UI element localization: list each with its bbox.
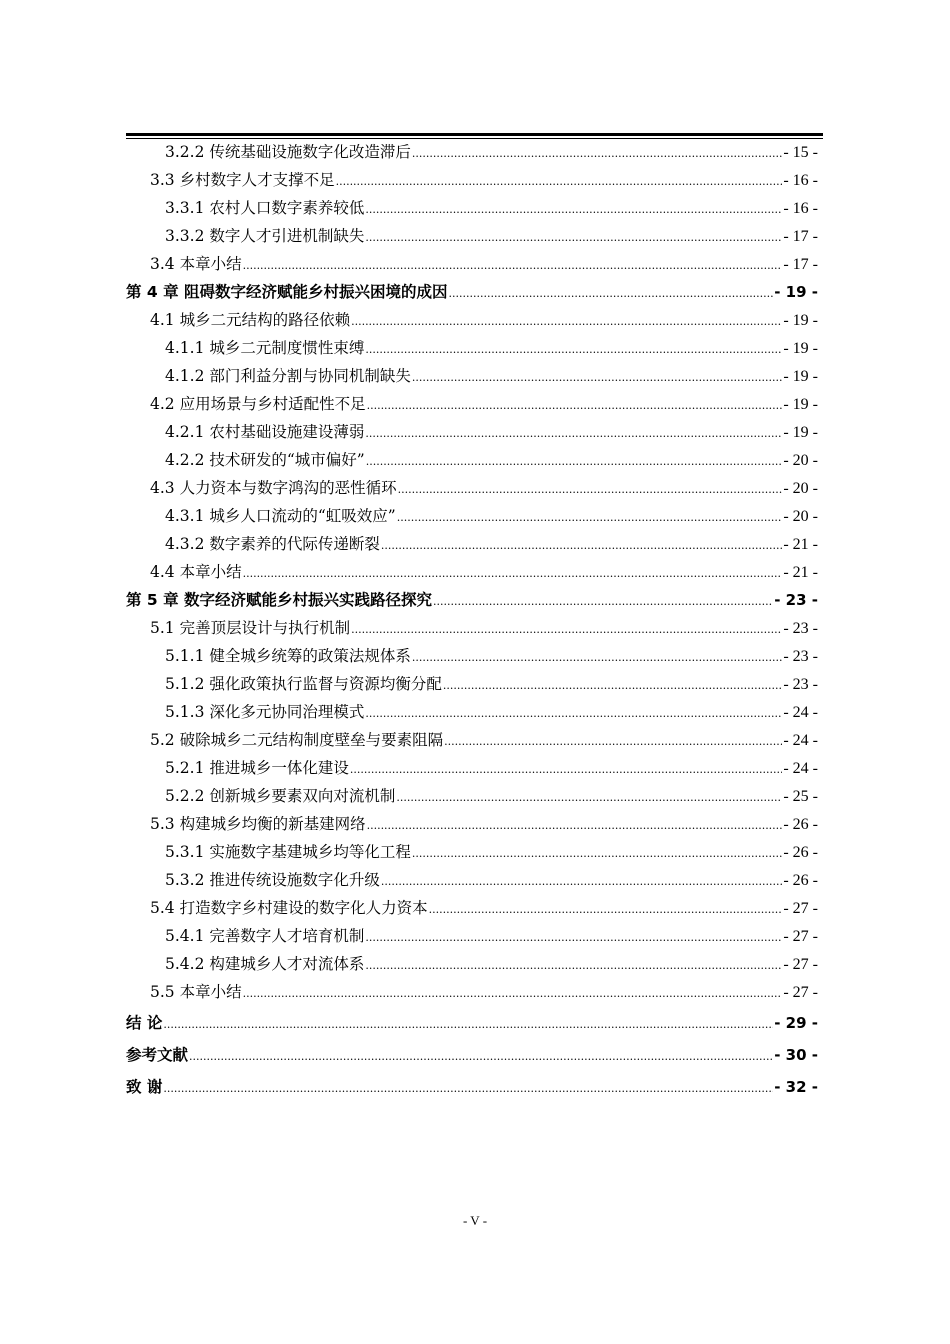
toc-entry-title: 4.4 本章小结 xyxy=(150,563,242,581)
toc-dot-leader xyxy=(443,676,782,696)
toc-entry[interactable] xyxy=(150,730,818,752)
toc-entry-title: 3.3 乡村数字人才支撑不足 xyxy=(150,171,335,189)
toc-dot-leader xyxy=(412,368,782,388)
toc-dot-leader xyxy=(243,564,783,584)
toc-dot-leader xyxy=(351,312,782,332)
toc-entry[interactable] xyxy=(150,478,818,500)
header-rule-thick xyxy=(126,133,823,136)
toc-entry[interactable] xyxy=(165,758,818,780)
toc-entry-title: 4.1 城乡二元结构的路径依赖 xyxy=(150,311,351,329)
toc-dot-leader xyxy=(243,256,783,276)
toc-entry-page-number: - 26 - xyxy=(783,816,818,833)
toc-dot-leader xyxy=(163,1015,773,1035)
toc-entry-title: 3.4 本章小结 xyxy=(150,255,242,273)
toc-entry[interactable] xyxy=(126,590,818,612)
toc-entry[interactable] xyxy=(165,198,818,220)
toc-entry[interactable] xyxy=(165,646,818,668)
toc-entry[interactable] xyxy=(165,366,818,388)
toc-entry-page-number: - 26 - xyxy=(783,872,818,889)
toc-dot-leader xyxy=(350,760,782,780)
toc-entry-title: 5.5 本章小结 xyxy=(150,983,242,1001)
toc-entry-title: 3.2.2 传统基础设施数字化改造滞后 xyxy=(165,143,411,161)
toc-entry-title: 第 5 章 数字经济赋能乡村振兴实践路径探究 xyxy=(126,591,432,609)
toc-entry[interactable] xyxy=(150,254,818,276)
toc-entry[interactable] xyxy=(126,282,818,304)
toc-entry-page-number: - 27 - xyxy=(783,956,818,973)
toc-entry[interactable] xyxy=(165,842,818,864)
toc-entry-page-number: - 26 - xyxy=(783,844,818,861)
toc-dot-leader xyxy=(397,508,783,528)
toc-entry-title: 5.3.1 实施数字基建城乡均等化工程 xyxy=(165,843,411,861)
toc-entry[interactable] xyxy=(165,338,818,360)
toc-dot-leader xyxy=(444,732,782,752)
toc-entry-page-number: - 19 - xyxy=(774,283,818,301)
toc-dot-leader xyxy=(189,1047,773,1067)
toc-entry-page-number: - 21 - xyxy=(783,564,818,581)
toc-entry[interactable] xyxy=(150,170,818,192)
toc-entry[interactable] xyxy=(126,1045,818,1067)
toc-entry-title: 致 谢 xyxy=(126,1078,163,1096)
header-double-rule xyxy=(126,133,823,140)
toc-dot-leader xyxy=(367,396,783,416)
toc-entry-title: 5.1.2 强化政策执行监督与资源均衡分配 xyxy=(165,675,442,693)
toc-entry-page-number: - 23 - xyxy=(783,620,818,637)
toc-entry[interactable] xyxy=(126,1077,818,1099)
toc-entry[interactable] xyxy=(165,450,818,472)
toc-dot-leader xyxy=(163,1079,773,1099)
toc-entry-title: 4.1.1 城乡二元制度惯性束缚 xyxy=(165,339,365,357)
toc-dot-leader xyxy=(396,788,782,808)
toc-entry-title: 5.2.2 创新城乡要素双向对流机制 xyxy=(165,787,396,805)
toc-entry-page-number: - 15 - xyxy=(783,144,818,161)
toc-entry-page-number: - 19 - xyxy=(783,368,818,385)
toc-dot-leader xyxy=(243,984,783,1004)
toc-entry-page-number: - 25 - xyxy=(783,788,818,805)
toc-entry-title: 第 4 章 阻碍数字经济赋能乡村振兴困境的成因 xyxy=(126,283,448,301)
toc-entry-title: 5.2.1 推进城乡一体化建设 xyxy=(165,759,349,777)
toc-entry-page-number: - 27 - xyxy=(783,928,818,945)
toc-entry-title: 3.3.1 农村人口数字素养较低 xyxy=(165,199,365,217)
header-rule-thin xyxy=(126,138,823,139)
toc-dot-leader xyxy=(351,620,782,640)
toc-entry-page-number: - 32 - xyxy=(774,1078,818,1096)
toc-entry[interactable] xyxy=(165,226,818,248)
toc-dot-leader xyxy=(448,284,773,304)
toc-dot-leader xyxy=(429,900,783,920)
toc-entry-page-number: - 16 - xyxy=(783,200,818,217)
toc-entry-title: 3.3.2 数字人才引进机制缺失 xyxy=(165,227,365,245)
toc-entry[interactable] xyxy=(150,898,818,920)
toc-entry-page-number: - 20 - xyxy=(783,480,818,497)
toc-dot-leader xyxy=(365,704,782,724)
toc-entry-page-number: - 30 - xyxy=(774,1046,818,1064)
toc-entry-page-number: - 23 - xyxy=(783,648,818,665)
toc-entry[interactable] xyxy=(165,702,818,724)
toc-entry[interactable] xyxy=(165,142,818,164)
toc-entry[interactable] xyxy=(126,1013,818,1035)
toc-entry[interactable] xyxy=(165,534,818,556)
toc-dot-leader xyxy=(365,228,782,248)
toc-dot-leader xyxy=(366,452,783,472)
toc-entry[interactable] xyxy=(165,422,818,444)
toc-entry-title: 4.2.2 技术研发的“城市偏好” xyxy=(165,451,365,469)
toc-dot-leader xyxy=(365,956,782,976)
toc-dot-leader xyxy=(365,424,782,444)
toc-entry-page-number: - 24 - xyxy=(783,760,818,777)
toc-entry[interactable] xyxy=(165,870,818,892)
toc-dot-leader xyxy=(412,144,782,164)
toc-entry-page-number: - 17 - xyxy=(783,256,818,273)
toc-entry-page-number: - 20 - xyxy=(783,508,818,525)
toc-entry-page-number: - 16 - xyxy=(783,172,818,189)
toc-entry-page-number: - 19 - xyxy=(783,340,818,357)
toc-entry[interactable] xyxy=(150,814,818,836)
toc-entry-page-number: - 24 - xyxy=(783,704,818,721)
toc-entry-title: 4.3.2 数字素养的代际传递断裂 xyxy=(165,535,380,553)
toc-entry-title: 5.4.1 完善数字人才培育机制 xyxy=(165,927,365,945)
toc-entry[interactable] xyxy=(165,786,818,808)
toc-entry-title: 5.3.2 推进传统设施数字化升级 xyxy=(165,871,380,889)
toc-entry[interactable] xyxy=(165,674,818,696)
toc-dot-leader xyxy=(381,872,782,892)
toc-dot-leader xyxy=(336,172,783,192)
toc-dot-leader xyxy=(365,928,782,948)
toc-dot-leader xyxy=(412,844,782,864)
toc-entry-page-number: - 19 - xyxy=(783,312,818,329)
toc-entry-page-number: - 27 - xyxy=(783,984,818,1001)
toc-entry-title: 4.1.2 部门利益分割与协同机制缺失 xyxy=(165,367,411,385)
toc-entry-page-number: - 20 - xyxy=(783,452,818,469)
toc-entry-title: 5.3 构建城乡均衡的新基建网络 xyxy=(150,815,366,833)
toc-entry[interactable] xyxy=(165,954,818,976)
toc-entry[interactable] xyxy=(150,618,818,640)
toc-entry-page-number: - 21 - xyxy=(783,536,818,553)
toc-entry-title: 5.1 完善顶层设计与执行机制 xyxy=(150,619,351,637)
toc-entry-page-number: - 23 - xyxy=(774,591,818,609)
toc-entry[interactable] xyxy=(150,562,818,584)
toc-entry-title: 5.4 打造数字乡村建设的数字化人力资本 xyxy=(150,899,428,917)
toc-entry[interactable] xyxy=(165,926,818,948)
toc-entry-page-number: - 29 - xyxy=(774,1014,818,1032)
toc-entry-page-number: - 27 - xyxy=(783,900,818,917)
toc-entry-title: 5.1.3 深化多元协同治理模式 xyxy=(165,703,365,721)
toc-dot-leader xyxy=(365,200,782,220)
page-number-footer: - V - xyxy=(462,1213,488,1228)
toc-entry-title: 5.2 破除城乡二元结构制度壁垒与要素阻隔 xyxy=(150,731,444,749)
toc-dot-leader xyxy=(365,340,782,360)
toc-entry[interactable] xyxy=(150,982,818,1004)
toc-entry-page-number: - 24 - xyxy=(783,732,818,749)
toc-dot-leader xyxy=(412,648,782,668)
toc-entry-page-number: - 23 - xyxy=(783,676,818,693)
toc-entry-title: 4.3 人力资本与数字鸿沟的恶性循环 xyxy=(150,479,397,497)
toc-entry-page-number: - 19 - xyxy=(783,424,818,441)
toc-entry-title: 参考文献 xyxy=(126,1046,189,1064)
toc-dot-leader xyxy=(381,536,782,556)
toc-entry-title: 结 论 xyxy=(126,1014,163,1032)
toc-dot-leader xyxy=(433,592,773,612)
toc-entry-title: 4.2.1 农村基础设施建设薄弱 xyxy=(165,423,365,441)
toc-entry[interactable] xyxy=(150,310,818,332)
toc-entry-title: 5.1.1 健全城乡统筹的政策法规体系 xyxy=(165,647,411,665)
toc-entry-title: 4.2 应用场景与乡村适配性不足 xyxy=(150,395,366,413)
toc-entry[interactable] xyxy=(150,394,818,416)
toc-entry-page-number: - 17 - xyxy=(783,228,818,245)
toc-dot-leader xyxy=(367,816,783,836)
toc-entry-title: 5.4.2 构建城乡人才对流体系 xyxy=(165,955,365,973)
toc-entry-page-number: - 19 - xyxy=(783,396,818,413)
toc-dot-leader xyxy=(398,480,783,500)
toc-entry-title: 4.3.1 城乡人口流动的“虹吸效应” xyxy=(165,507,396,525)
toc-entry[interactable] xyxy=(165,506,818,528)
